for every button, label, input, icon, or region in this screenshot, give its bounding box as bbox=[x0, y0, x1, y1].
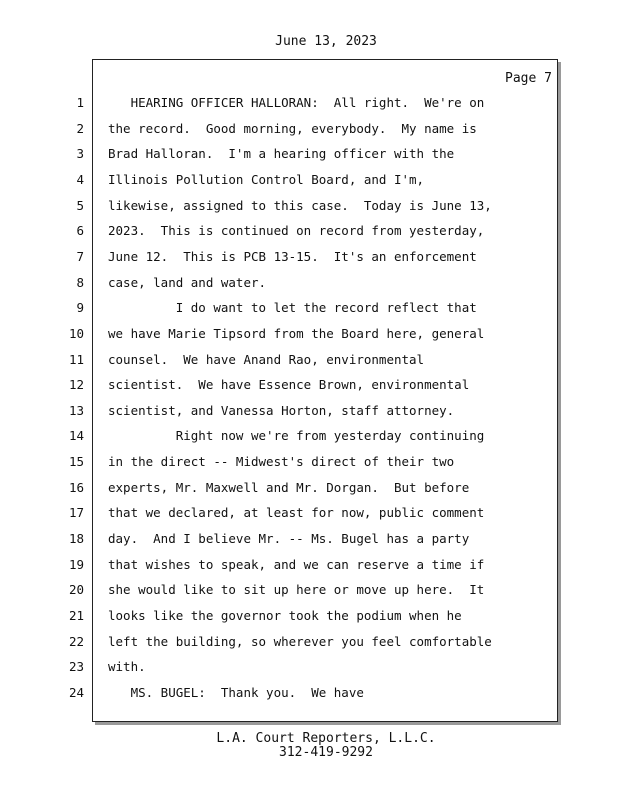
page-number: Page 7 bbox=[505, 71, 552, 86]
line-number: 9 bbox=[76, 300, 84, 315]
line-text: she would like to sit up here or move up here. It bbox=[108, 582, 485, 597]
line-number: 21 bbox=[68, 608, 84, 623]
line-number: 22 bbox=[68, 634, 84, 649]
line-text: we have Marie Tipsord from the Board here, general bbox=[108, 326, 485, 341]
line-text: in the direct -- Midwest's direct of their two bbox=[108, 454, 455, 469]
line-number: 7 bbox=[76, 249, 84, 264]
line-number: 14 bbox=[68, 428, 84, 443]
line-number: 4 bbox=[76, 172, 84, 187]
line-number: 1 bbox=[76, 95, 84, 110]
footer bbox=[0, 732, 618, 760]
line-text: Brad Halloran. I'm a hearing officer with the bbox=[108, 146, 455, 161]
line-text: case, land and water. bbox=[108, 275, 267, 290]
line-text: the record. Good morning, everybody. My name is bbox=[108, 121, 477, 136]
line-number: 3 bbox=[76, 146, 84, 161]
line-number: 5 bbox=[76, 198, 84, 213]
line-text: looks like the governor took the podium when he bbox=[108, 608, 462, 623]
reporter-phone: 312-419-9292 bbox=[279, 745, 373, 760]
line-number: 6 bbox=[76, 223, 84, 238]
line-text: HEARING OFFICER HALLORAN: All right. We're on bbox=[108, 95, 485, 110]
line-text: experts, Mr. Maxwell and Mr. Dorgan. But before bbox=[108, 480, 470, 495]
line-number: 20 bbox=[68, 582, 84, 597]
line-text: scientist, and Vanessa Horton, staff attorney. bbox=[108, 403, 455, 418]
line-number: 10 bbox=[68, 326, 84, 341]
line-number: 2 bbox=[76, 121, 84, 136]
line-text: likewise, assigned to this case. Today is June 13, bbox=[108, 198, 492, 213]
line-text: MS. BUGEL: Thank you. We have bbox=[108, 685, 364, 700]
line-number: 23 bbox=[68, 659, 84, 674]
line-text: left the building, so wherever you feel comfortable bbox=[108, 634, 492, 649]
line-number: 24 bbox=[68, 685, 84, 700]
line-number: 8 bbox=[76, 275, 84, 290]
line-text: scientist. We have Essence Brown, environmental bbox=[108, 377, 470, 392]
line-number: 13 bbox=[68, 403, 84, 418]
line-text: that we declared, at least for now, public comment bbox=[108, 505, 485, 520]
line-number: 18 bbox=[68, 531, 84, 546]
transcript-date: June 13, 2023 bbox=[275, 34, 377, 49]
line-text: that wishes to speak, and we can reserve a time if bbox=[108, 557, 485, 572]
line-text: I do want to let the record reflect that bbox=[108, 300, 477, 315]
line-text: 2023. This is continued on record from yesterday, bbox=[108, 223, 485, 238]
line-text: Illinois Pollution Control Board, and I'm, bbox=[108, 172, 425, 187]
line-number: 15 bbox=[68, 454, 84, 469]
line-number: 11 bbox=[68, 352, 84, 367]
line-text: day. And I believe Mr. -- Ms. Bugel has a party bbox=[108, 531, 470, 546]
line-number: 12 bbox=[68, 377, 84, 392]
line-number: 19 bbox=[68, 557, 84, 572]
line-number: 17 bbox=[68, 505, 84, 520]
line-text: counsel. We have Anand Rao, environmental bbox=[108, 352, 425, 367]
line-text: June 12. This is PCB 13-15. It's an enforcement bbox=[108, 249, 477, 264]
reporter-company: L.A. Court Reporters, L.L.C. bbox=[216, 731, 436, 746]
line-text: Right now we're from yesterday continuing bbox=[108, 428, 485, 443]
line-number: 16 bbox=[68, 480, 84, 495]
line-text: with. bbox=[108, 659, 146, 674]
